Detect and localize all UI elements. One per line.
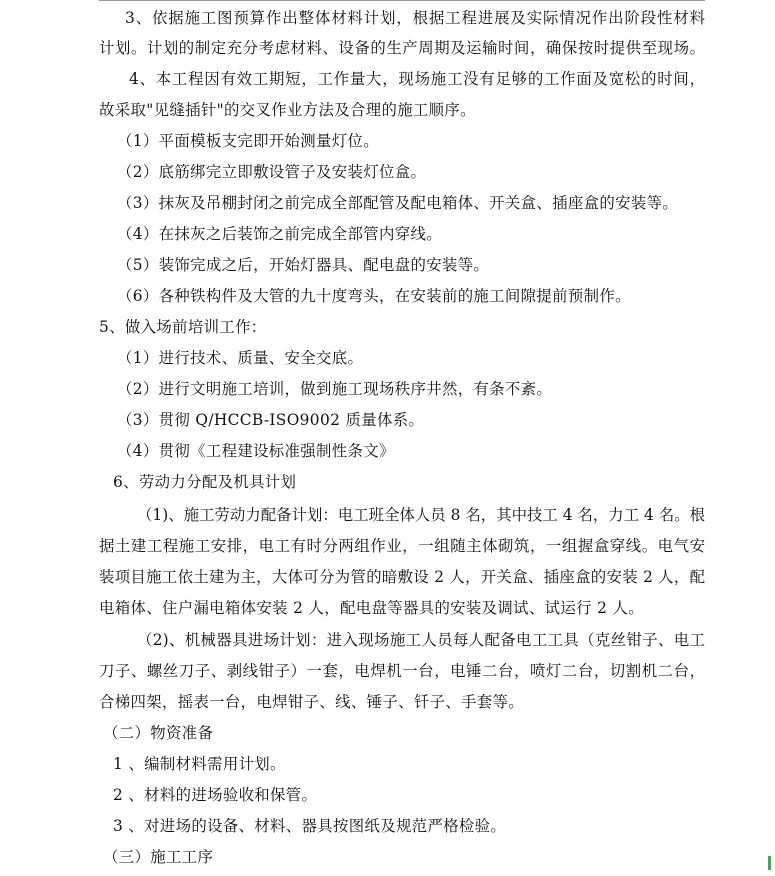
paragraph-line: （2)、机械器具进场计划：进入现场施工人员每人配备电工工具（克丝钳子、电工 <box>137 631 705 649</box>
section-heading: 6、劳动力分配及机具计划 <box>113 473 297 491</box>
paragraph-line: 据土建工程施工安排，电工有时分两组作业，一组随主体砌筑，一组握盒穿线。电气安 <box>99 537 705 555</box>
list-item: （6）各种铁构件及大管的九十度弯头，在安装前的施工间隙提前预制作。 <box>117 287 631 305</box>
list-item: （1）平面模板支完即开始测量灯位。 <box>117 132 379 150</box>
section-heading: 5、做入场前培训工作： <box>99 318 267 336</box>
paragraph-line: 故采取"见缝插针"的交叉作业方法及合理的施工顺序。 <box>99 101 476 119</box>
paragraph-line: 电箱体、住户漏电箱体安装 2 人，配电盘等器具的安装及调试、试运行 2 人。 <box>99 599 644 617</box>
list-item: （3）抹灰及吊棚封闭之前完成全部配管及配电箱体、开关盒、插座盒的安装等。 <box>117 194 679 212</box>
section-heading: （三）施工工序 <box>103 848 214 866</box>
paragraph-line: 刀子、螺丝刀子、剥线钳子）一套，电焊机一台，电锤二台，喷灯二台，切割机二台， <box>99 662 705 680</box>
list-item: 2 、材料的进场验收和保管。 <box>113 786 318 804</box>
paragraph-line: 装项目施工依土建为主，大体可分为管的暗敷设 2 人，开关盒、插座盒的安装 2 人，配 <box>99 568 705 586</box>
section-heading: （二）物资准备 <box>103 724 214 742</box>
page-top-rule <box>99 0 705 1</box>
list-item: （4）在抹灰之后装饰之前完成全部管内穿线。 <box>117 225 442 243</box>
paragraph-line: 计划。计划的制定充分考虑材料、设备的生产周期及运输时间，确保按时提供至现场。 <box>99 39 705 57</box>
list-item: 3 、对进场的设备、材料、器具按图纸及规范严格检验。 <box>113 817 507 835</box>
list-item: （3）贯彻 Q/HCCB-ISO9002 质量体系。 <box>117 411 425 429</box>
list-item: （2）底筋绑完立即敷设管子及安装灯位盒。 <box>117 163 427 181</box>
list-item: 1 、编制材料需用计划。 <box>113 755 286 773</box>
list-item: （1）进行技术、质量、安全交底。 <box>117 349 364 367</box>
paragraph-line: 合梯四架，摇表一台，电焊钳子、线、锤子、钎子、手套等。 <box>99 693 524 711</box>
list-item: （2）进行文明施工培训，做到施工现场秩序井然，有条不紊。 <box>117 380 553 398</box>
paragraph-line: 4、本工程因有效工期短，工作量大，现场施工没有足够的工作面及宽松的时间， <box>129 70 705 88</box>
corner-marker <box>768 856 771 870</box>
paragraph-line: 3、依据施工图预算作出整体材料计划，根据工程进展及实际情况作出阶段性材料 <box>125 9 705 27</box>
list-item: （4）贯彻《工程建设标准强制性条文》 <box>117 442 395 460</box>
paragraph-line: （1)、施工劳动力配备计划：电工班全体人员 8 名，其中技工 4 名，力工 4 名。根 <box>137 506 705 524</box>
list-item: （5）装饰完成之后，开始灯器具、配电盘的安装等。 <box>117 256 490 274</box>
